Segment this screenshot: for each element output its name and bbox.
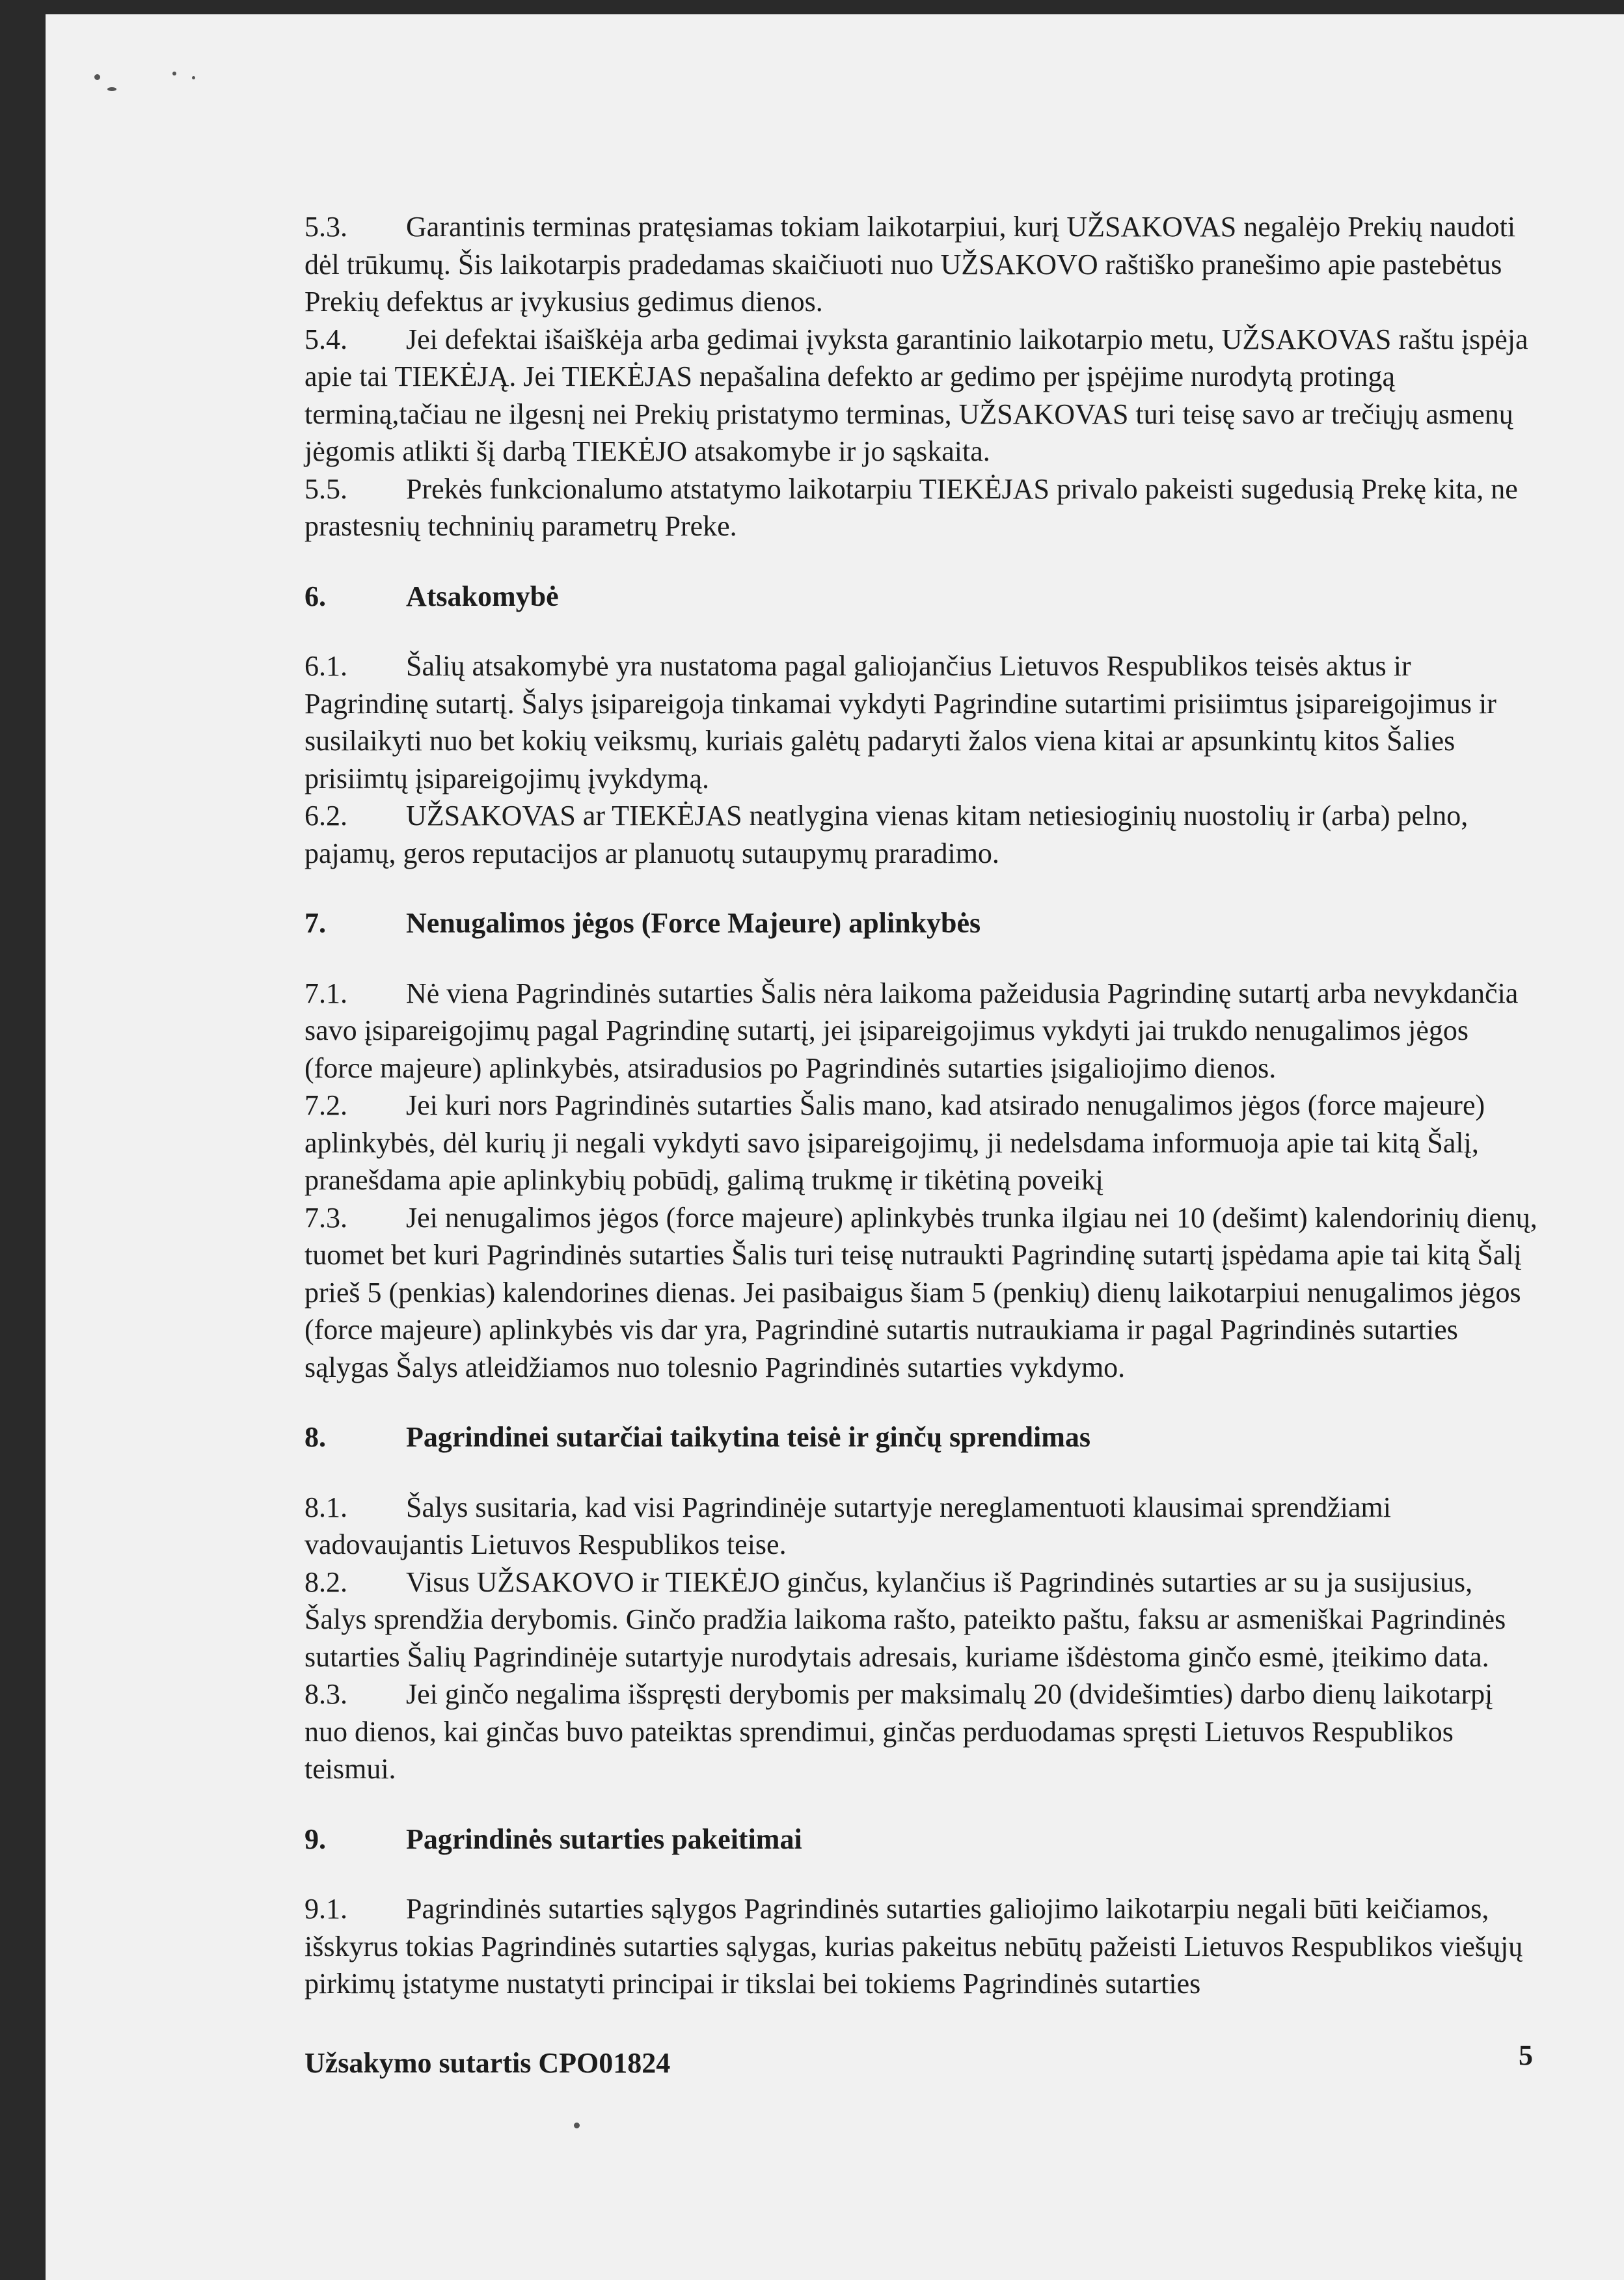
clause-8-2 — [304, 1564, 1541, 1676]
clause-number: 5.4. — [304, 323, 347, 355]
section-number: 7. — [304, 907, 326, 939]
clause-number: 7.2. — [304, 1089, 347, 1121]
clause-5-3 — [304, 208, 1541, 321]
page-number: 5 — [1519, 2039, 1533, 2071]
clause-9-1 — [304, 1890, 1541, 2003]
clause-text: Nė viena Pagrindinės sutarties Šalis nėra laikoma pažeidusia Pagrindinę sutartį arba nevykdančia savo įsipareigojimų pagal Pagrindinę sutartį, jei įsipareigojimus vykdyti jai trukdo nenugalimos jėgos (force majeure) aplinkybės, atsiradusios po Pagrindinės sutarties įsigaliojimo dienos. — [304, 977, 1519, 1084]
clause-text: Pagrindinės sutarties sąlygos Pagrindinės sutarties galiojimo laikotarpiu negali būti keičiamos, išskyrus tokias Pagrindinės sutarties sąlygas, kurias pakeitus nebūtų pažeisti Lietuvos Respublikos viešųjų pirkimų įstatyme nustatyti principai ir tikslai bei tokiems Pagrindinės sutarties — [304, 1893, 1523, 2000]
scan-speck — [192, 76, 195, 79]
clause-text: UŽSAKOVAS ar TIEKĖJAS neatlygina vienas kitam netiesioginių nuostolių ir (arba) pelno, pajamų, geros reputacijos ar planuotų sutaupymų praradimo. — [304, 800, 1468, 869]
clause-number: 8.2. — [304, 1566, 347, 1598]
section-number: 9. — [304, 1823, 326, 1855]
clause-7-1 — [304, 975, 1541, 1087]
section-title: Pagrindinės sutarties pakeitimai — [406, 1823, 802, 1855]
clause-text: Prekės funkcionalumo atstatymo laikotarpiu TIEKĖJAS privalo pakeisti sugedusią Prekę kita, ne prastesnių techninių parametrų Preke. — [304, 472, 1518, 542]
scan-border-top — [0, 0, 1624, 16]
clause-number: 6.1. — [304, 650, 347, 682]
clause-8-1 — [304, 1489, 1541, 1564]
section-title: Atsakomybė — [406, 580, 559, 612]
section-title: Pagrindinei sutarčiai taikytina teisė ir ginčų sprendimas — [406, 1421, 1090, 1453]
footer-contract-title: Užsakymo sutartis CPO01824 — [304, 2047, 671, 2079]
clause-5-5 — [304, 470, 1541, 545]
section-heading-7 — [304, 904, 1541, 942]
section-heading-6 — [304, 578, 1541, 616]
clause-text: Garantinis terminas pratęsiamas tokiam laikotarpiui, kurį UŽSAKOVAS negalėjo Prekių naudoti dėl trūkumų. Šis laikotarpis pradedamas skaičiuoti nuo UŽSAKOVO raštiško pranešimo apie pastebėtus Prekių defektus ar įvykusius gedimus dienos. — [304, 211, 1516, 318]
scan-speck — [107, 87, 116, 91]
clause-number: 8.1. — [304, 1491, 347, 1523]
clause-text: Jei nenugalimos jėgos (force majeure) aplinkybės trunka ilgiau nei 10 (dešimt) kalendorinių dienų, tuomet bet kuri Pagrindinės sutarties Šalis turi teisę nutraukti Pagrindinę sutartį įspėdama apie tai kitą Šalį prieš 5 (penkias) kalendorines dienas. Jei pasibaigus šiam 5 (penkių) dienų laikotarpiui nenugalimos jėgos (force majeure) aplinkybės vis dar yra, Pagrindinė sutartis nutraukiama ir pagal Pagrindinės sutarties sąlygas Šalys atleidžiamos nuo tolesnio Pagrindinės sutarties vykdymo. — [304, 1201, 1537, 1383]
clause-5-4 — [304, 321, 1541, 470]
scan-border-left — [0, 0, 46, 2280]
section-title: Nenugalimos jėgos (Force Majeure) aplinkybės — [406, 907, 981, 939]
clause-text: Visus UŽSAKOVO ir TIEKĖJO ginčus, kylančius iš Pagrindinės sutarties ar su ja susijusius, Šalys sprendžia derybomis. Ginčo pradžia laikoma rašto, pateikto paštu, faksu ar asmeniškai Pagrindinės sutarties Šalių Pagrindinėje sutartyje nurodytais adresais, kuriame išdėstoma ginčo esmė, įteikimo data. — [304, 1566, 1506, 1673]
clause-number: 5.5. — [304, 472, 347, 505]
clause-7-2 — [304, 1087, 1541, 1199]
clause-6-2 — [304, 797, 1541, 872]
clause-text: Jei kuri nors Pagrindinės sutarties Šalis mano, kad atsirado nenugalimos jėgos (force majeure) aplinkybės, dėl kurių ji negali vykdyti savo įsipareigojimų, ji nedelsdama informuoja apie tai kitą Šalį, pranešdama apie aplinkybių pobūdį, galimą trukmę ir tikėtiną poveikį — [304, 1089, 1485, 1196]
clause-number: 9.1. — [304, 1893, 347, 1925]
clause-number: 7.3. — [304, 1201, 347, 1234]
clause-number: 6.2. — [304, 800, 347, 832]
section-heading-8 — [304, 1418, 1541, 1456]
section-number: 8. — [304, 1421, 326, 1453]
clause-6-1 — [304, 647, 1541, 797]
clause-number: 8.3. — [304, 1678, 347, 1710]
clause-text: Jei ginčo negalima išspręsti derybomis per maksimalų 20 (dvidešimties) darbo dienų laikotarpį nuo dienos, kai ginčas buvo pateiktas sprendimui, ginčas perduodamas spręsti Lietuvos Respublikos teismui. — [304, 1678, 1493, 1785]
clause-text: Šalys susitaria, kad visi Pagrindinėje sutartyje nereglamentuoti klausimai sprendžiami vadovaujantis Lietuvos Respublikos teise. — [304, 1491, 1391, 1560]
scan-speck — [574, 2123, 580, 2128]
clause-8-3 — [304, 1676, 1541, 1788]
section-heading-9 — [304, 1821, 1541, 1858]
section-number: 6. — [304, 580, 326, 612]
scan-speck — [94, 74, 100, 80]
clause-number: 7.1. — [304, 977, 347, 1009]
clause-number: 5.3. — [304, 211, 347, 243]
clause-text: Šalių atsakomybė yra nustatoma pagal galiojančius Lietuvos Respublikos teisės aktus ir Pagrindinę sutartį. Šalys įsipareigoja tinkamai vykdyti Pagrindine sutartimi prisiimtus įsipareigojimus ir susilaikyti nuo bet kokių veiksmų, kuriais galėtų padaryti žalos viena kitai ar apsunkintų kitos Šalies prisiimtų įsipareigojimų įvykdymą. — [304, 650, 1496, 794]
clause-text: Jei defektai išaiškėja arba gedimai įvyksta garantinio laikotarpio metu, UŽSAKOVAS raštu įspėja apie tai TIEKĖJĄ. Jei TIEKĖJAS nepašalina defekto ar gedimo per įspėjime nurodytą protingą terminą,tačiau ne ilgesnį nei Prekių pristatymo terminas, UŽSAKOVAS turi teisę savo ar trečiųjų asmenų jėgomis atlikti šį darbą TIEKĖJO atsakomybe ir jo sąskaita. — [304, 323, 1528, 467]
clause-7-3 — [304, 1199, 1541, 1387]
scan-speck — [172, 72, 176, 75]
document-body — [304, 208, 1541, 2003]
